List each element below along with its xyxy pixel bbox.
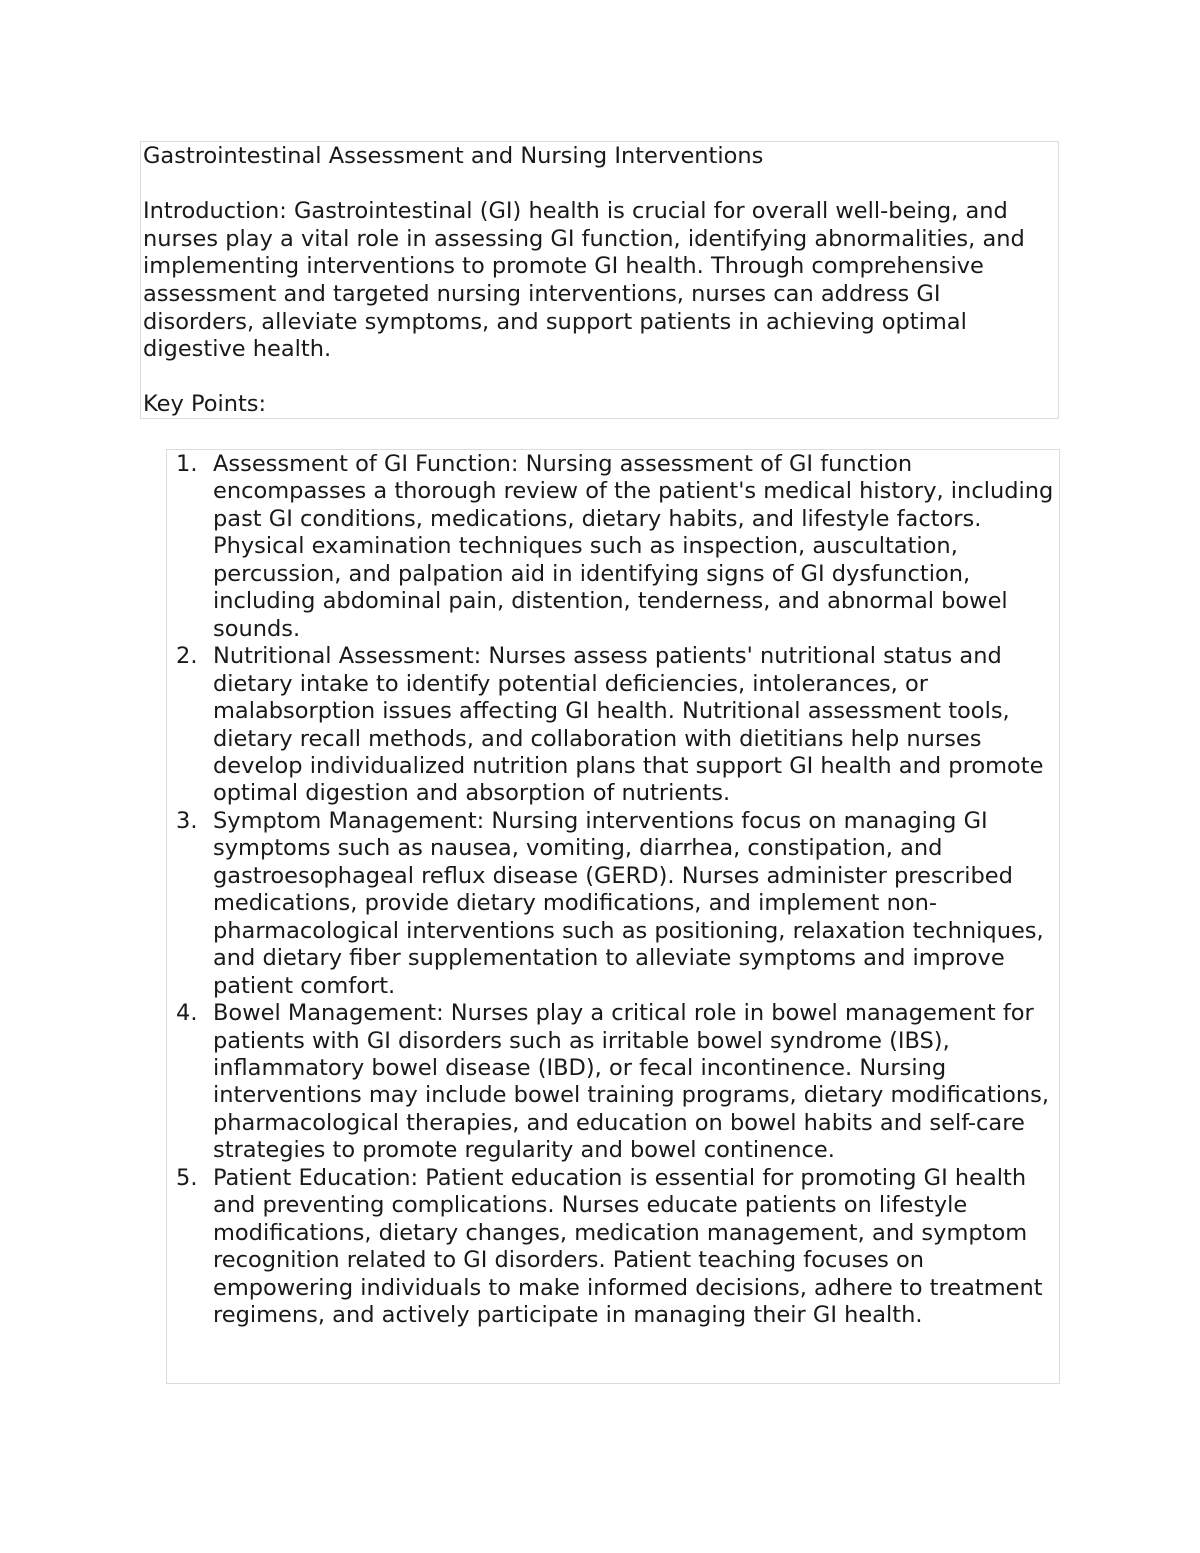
list-item <box>167 808 1059 1000</box>
list-item-number: 5. <box>176 1164 198 1191</box>
list-item-text: Patient Education: Patient education is essential for promoting GI health and preventing complications. Nurses educate patients on lifestyle modifications, dietary changes, medication management, and symptom recognition related to GI disorders. Patient teaching focuses on empowering individuals to make informed decisions, adhere to treatment regimens, and actively participate in managing their GI health. <box>213 1164 1043 1329</box>
list-item-text: Nutritional Assessment: Nurses assess patients' nutritional status and dietary intake to identify potential deficiencies, intolerances, or malabsorption issues affecting GI health. Nutritional assessment tools, dietary recall methods, and collaboration with dietitians help nurses develop individualized nutrition plans that support GI health and promote optimal digestion and absorption of nutrients. <box>213 643 1044 807</box>
list-item <box>167 643 1059 808</box>
key-points-section <box>166 449 1060 1384</box>
key-points-label: Key Points: <box>143 391 267 418</box>
document-title: Gastrointestinal Assessment and Nursing Interventions <box>143 143 764 169</box>
list-item <box>167 451 1059 643</box>
list-item-text: Bowel Management: Nurses play a critical role in bowel management for patients with GI disorders such as irritable bowel syndrome (IBS), inflammatory bowel disease (IBD), or fecal incontinence. Nursing interventions may include bowel training programs, dietary modifications, pharmacological therapies, and education on bowel habits and self-care strategies to promote regularity and bowel continence. <box>213 1000 1049 1164</box>
list-item-number: 2. <box>176 643 198 670</box>
list-item-text: Assessment of GI Function: Nursing assessment of GI function encompasses a thorough review of the patient's medical history, including past GI conditions, medications, dietary habits, and lifestyle factors. Physical examination techniques such as inspection, auscultation, percussion, and palpation aid in identifying signs of GI dysfunction, including abdominal pain, distention, tenderness, and abnormal bowel sounds. <box>213 451 1054 642</box>
list-item-text: Symptom Management: Nursing interventions focus on managing GI symptoms such as nausea, vomiting, diarrhea, constipation, and gastroesophageal reflux disease (GERD). Nurses administer prescribed medications, provide dietary modifications, and implement non-pharmacological interventions such as positioning, relaxation techniques, and dietary fiber supplementation to alleviate symptoms and improve patient comfort. <box>213 807 1044 999</box>
list-item-number: 3. <box>176 807 198 834</box>
list-item-number: 1. <box>176 451 198 477</box>
intro-section <box>140 141 1059 419</box>
list-item <box>167 1000 1059 1165</box>
introduction-paragraph: Introduction: Gastrointestinal (GI) health is crucial for overall well-being, and nurses play a vital role in assessing GI function, identifying abnormalities, and implementing interventions to promote GI health. Through comprehensive assessment and targeted nursing interventions, nurses can address GI disorders, alleviate symptoms, and support patients in achieving optimal digestive health. <box>143 198 1025 363</box>
list-item <box>167 1165 1059 1330</box>
list-item-number: 4. <box>176 1000 198 1027</box>
key-points-list <box>167 451 1059 1330</box>
